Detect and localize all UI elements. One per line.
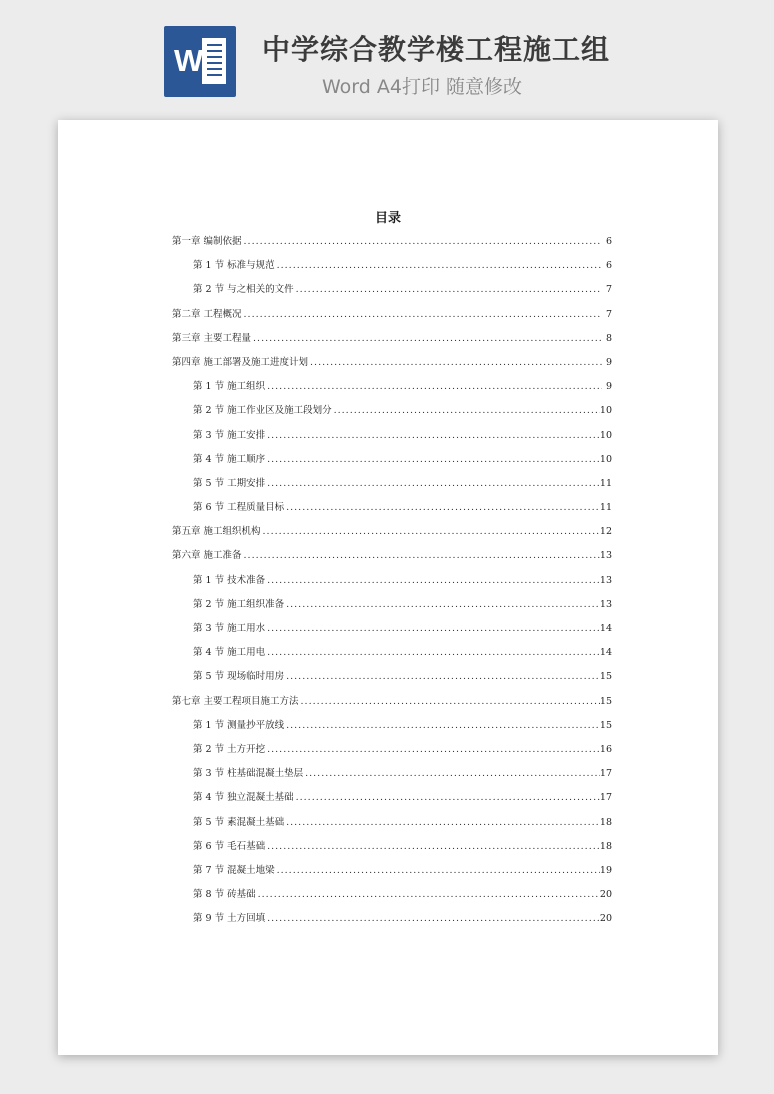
toc-entry-label: 第四章 施工部署及施工进度计划 xyxy=(172,356,309,368)
toc-page-number: 15 xyxy=(599,671,612,683)
toc-dot-leader xyxy=(284,502,600,513)
toc-entry-label: 第 9 节 土方回填 xyxy=(193,913,266,925)
toc-entry-label: 第三章 主要工程量 xyxy=(172,332,252,344)
toc-entry-label: 第 3 节 施工安排 xyxy=(193,429,266,441)
toc-chapter-entry[interactable] xyxy=(172,523,612,547)
toc-page-number: 14 xyxy=(599,647,612,659)
toc-entry-label: 第 6 节 毛石基础 xyxy=(193,840,266,852)
page-subtitle: Word A4打印 随意修改 xyxy=(322,76,523,98)
toc-entry-label: 第 8 节 砖基础 xyxy=(193,889,256,901)
toc-dot-leader xyxy=(242,550,600,561)
toc-chapter-entry[interactable] xyxy=(172,547,612,571)
toc-dot-leader xyxy=(251,333,602,344)
toc-page-number: 13 xyxy=(599,550,612,562)
toc-dot-leader xyxy=(284,599,600,610)
toc-entry-label: 第二章 工程概况 xyxy=(172,308,242,320)
toc-section-entry[interactable] xyxy=(172,499,612,523)
toc-entry-label: 第 3 节 柱基础混凝土垫层 xyxy=(193,768,304,780)
toc-dot-leader xyxy=(284,720,600,731)
toc-section-entry[interactable] xyxy=(172,910,612,934)
toc-section-entry[interactable] xyxy=(172,886,612,910)
toc-dot-leader xyxy=(308,357,602,368)
toc-chapter-entry[interactable] xyxy=(172,306,612,330)
toc-section-entry[interactable] xyxy=(172,572,612,596)
toc-page-number: 13 xyxy=(599,574,612,586)
toc-page-number: 17 xyxy=(599,792,612,804)
toc-dot-leader xyxy=(284,817,600,828)
toc-entry-label: 第七章 主要工程项目施工方法 xyxy=(172,695,299,707)
toc-page-number: 8 xyxy=(605,332,612,344)
toc-page-number: 14 xyxy=(599,623,612,634)
toc-section-entry[interactable] xyxy=(172,620,612,644)
toc-entry-label: 第 1 节 测量抄平放线 xyxy=(193,719,285,731)
toc-chapter-entry[interactable] xyxy=(172,693,612,717)
toc-dot-leader xyxy=(256,889,600,900)
toc-section-entry[interactable] xyxy=(172,402,612,426)
toc-section-entry[interactable] xyxy=(172,765,612,789)
toc-chapter-entry[interactable] xyxy=(172,233,612,257)
toc-section-entry[interactable] xyxy=(172,596,612,620)
toc-title: 目录 xyxy=(374,211,401,226)
toc-page-number: 10 xyxy=(599,405,612,417)
toc-page-number: 10 xyxy=(599,429,612,441)
toc-entry-label: 第 4 节 施工用电 xyxy=(193,647,266,659)
toc-dot-leader xyxy=(242,309,602,320)
toc-entry-label: 第五章 施工组织机构 xyxy=(172,526,261,538)
toc-dot-leader xyxy=(332,405,600,416)
toc-entry-label: 第 2 节 施工作业区及施工段划分 xyxy=(193,405,332,417)
toc-dot-leader xyxy=(242,236,602,247)
toc-entry-label: 第一章 编制依据 xyxy=(172,236,242,247)
word-logo-letter: W xyxy=(174,43,204,78)
toc-dot-leader xyxy=(284,671,600,682)
toc-section-entry[interactable] xyxy=(172,257,612,281)
page-title: 中学综合教学楼工程施工组 xyxy=(262,33,611,66)
toc-entry-label: 第 2 节 土方开挖 xyxy=(193,743,266,755)
toc-dot-leader xyxy=(265,575,600,586)
header-banner xyxy=(0,0,774,118)
toc-entry-label: 第 5 节 工期安排 xyxy=(193,477,266,489)
toc-dot-leader xyxy=(294,792,600,803)
toc-entry-label: 第 2 节 施工组织准备 xyxy=(193,598,285,610)
toc-entry-label: 第 4 节 施工顺序 xyxy=(193,453,266,465)
toc-dot-leader xyxy=(265,430,600,441)
toc-dot-leader xyxy=(265,913,600,924)
toc-section-entry[interactable] xyxy=(172,281,612,305)
toc-section-entry[interactable] xyxy=(172,862,612,886)
toc-section-entry[interactable] xyxy=(172,378,612,402)
toc-page-number: 6 xyxy=(605,236,612,247)
toc-dot-leader xyxy=(299,696,600,707)
toc-entry-label: 第 2 节 与之相关的文件 xyxy=(193,284,294,296)
toc-page-number: 18 xyxy=(599,816,612,828)
toc-dot-leader xyxy=(265,381,602,392)
toc-page-number: 11 xyxy=(599,477,612,489)
word-document-icon xyxy=(164,26,236,97)
toc-section-entry[interactable] xyxy=(172,451,612,475)
toc-section-entry[interactable] xyxy=(172,644,612,668)
toc-entry-label: 第 7 节 混凝土地梁 xyxy=(193,864,275,876)
toc-entry-label: 第 1 节 施工组织 xyxy=(193,381,266,393)
toc-dot-leader xyxy=(265,454,600,465)
toc-page-number: 15 xyxy=(599,719,612,731)
toc-dot-leader xyxy=(265,744,600,755)
toc-page-number: 11 xyxy=(599,502,612,514)
toc-entry-label: 第 5 节 素混凝土基础 xyxy=(193,816,285,828)
toc-page-number: 10 xyxy=(599,453,612,465)
toc-page-number: 16 xyxy=(599,743,612,755)
toc-page-number: 12 xyxy=(599,526,612,538)
table-of-contents xyxy=(172,233,612,934)
toc-entry-label: 第 6 节 工程质量目标 xyxy=(193,502,285,514)
toc-dot-leader xyxy=(261,526,600,537)
toc-chapter-entry[interactable] xyxy=(172,330,612,354)
toc-page-number: 17 xyxy=(599,768,612,780)
toc-dot-leader xyxy=(265,841,600,852)
toc-section-entry[interactable] xyxy=(172,427,612,451)
toc-page-number: 6 xyxy=(605,260,612,272)
toc-section-entry[interactable] xyxy=(172,475,612,499)
toc-dot-leader xyxy=(275,865,600,876)
toc-section-entry[interactable] xyxy=(172,717,612,741)
toc-page-number: 7 xyxy=(605,284,612,296)
toc-entry-label: 第 1 节 技术准备 xyxy=(193,574,266,586)
toc-page-number: 15 xyxy=(599,695,612,707)
toc-dot-leader xyxy=(265,623,600,634)
toc-page-number: 18 xyxy=(599,840,612,852)
toc-page-number: 9 xyxy=(605,356,612,368)
toc-page-number: 9 xyxy=(605,381,612,393)
toc-section-entry[interactable] xyxy=(172,741,612,765)
toc-page-number: 19 xyxy=(599,864,612,876)
toc-dot-leader xyxy=(294,284,602,295)
toc-entry-label: 第 5 节 现场临时用房 xyxy=(193,671,285,683)
toc-section-entry[interactable] xyxy=(172,668,612,692)
toc-chapter-entry[interactable] xyxy=(172,354,612,378)
toc-dot-leader xyxy=(265,478,600,489)
toc-section-entry[interactable] xyxy=(172,789,612,813)
toc-dot-leader xyxy=(275,260,602,271)
toc-page-number: 13 xyxy=(599,598,612,610)
toc-entry-label: 第六章 施工准备 xyxy=(172,550,242,562)
toc-page-number: 7 xyxy=(605,308,612,320)
toc-dot-leader xyxy=(265,647,600,658)
toc-section-entry[interactable] xyxy=(172,838,612,862)
toc-dot-leader xyxy=(303,768,600,779)
toc-page-number: 20 xyxy=(599,913,612,925)
toc-entry-label: 第 4 节 独立混凝土基础 xyxy=(193,792,294,804)
toc-page-number: 20 xyxy=(599,889,612,901)
toc-entry-label: 第 3 节 施工用水 xyxy=(193,623,266,634)
document-page xyxy=(58,120,718,1055)
toc-section-entry[interactable] xyxy=(172,814,612,838)
toc-entry-label: 第 1 节 标准与规范 xyxy=(193,260,275,272)
